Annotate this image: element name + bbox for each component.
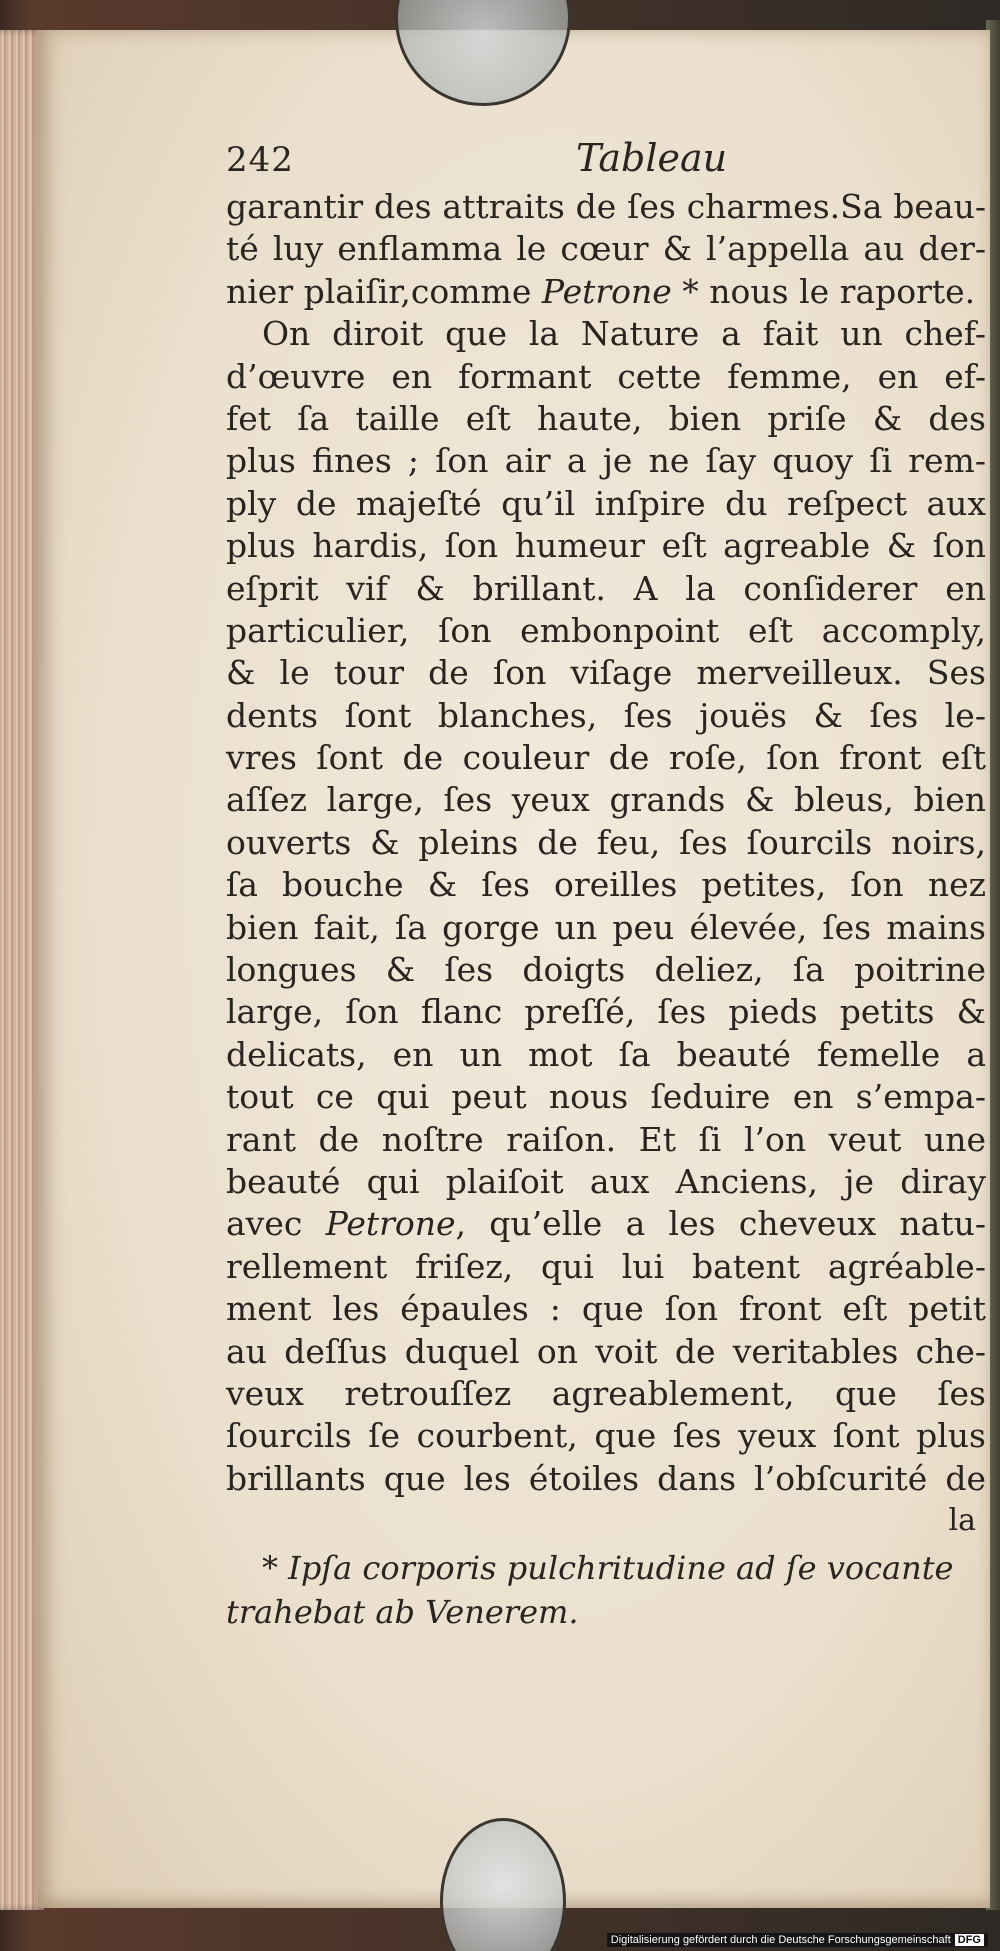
text-line: rant de noſtre raiſon. Et ſi l’on veut une <box>226 1119 986 1159</box>
text-line: delicats, en un mot ſa beauté femelle a <box>226 1034 986 1074</box>
text-line: vres ſont de couleur de roſe, ſon front eſt <box>226 738 986 778</box>
text-line: té luy enflamma le cœur & l’appella au der- <box>226 229 986 269</box>
footnote <box>226 1546 986 1634</box>
text-line: particulier, ſon embonpoint eſt accomply, <box>226 610 986 650</box>
footnote-line-1: * Ipſa corporis pulchritudine ad ſe vocante <box>262 1549 954 1588</box>
catchword: la <box>948 1503 976 1539</box>
footnote-line-2: trahebat ab Venerem. <box>226 1593 579 1632</box>
running-title: Tableau <box>576 136 728 180</box>
text-line: longues & ſes doigts deliez, ſa poitrine <box>226 950 986 990</box>
text-line: ſourcils ſe courbent, que ſes yeux ſont plus <box>226 1416 986 1456</box>
text-line: bien fait, ſa gorge un peu élevée, ſes mains <box>226 907 986 947</box>
text-line: ment les épaules : que ſon front eſt petit <box>226 1289 986 1329</box>
text-line: brillants que les étoiles dans l’obſcurité de <box>226 1458 986 1498</box>
text-line: dents ſont blanches, ſes jouës & ſes le- <box>226 695 986 735</box>
text-line: ply de majeſté qu’il inſpire du reſpect aux <box>226 483 986 523</box>
dfg-logo: DFG <box>955 1934 984 1946</box>
text-line: garantir des attraits de ſes charmes.Sa beau- <box>226 187 986 226</box>
text-line: plus hardis, ſon humeur eſt agreable & ſon <box>226 526 986 566</box>
text-line: rellement friſez, qui lui batent agréable- <box>226 1246 986 1286</box>
text-line: avec Petrone, qu’elle a les cheveux natu- <box>226 1204 987 1244</box>
text-line: large, ſon flanc preſſé, ſes pieds petits & <box>226 992 986 1032</box>
text-line: ouverts & pleins de feu, ſes ſourcils noirs, <box>226 822 986 862</box>
text-line: ſa bouche & ſes oreilles petites, ſon nez <box>226 865 986 905</box>
body-text <box>226 186 986 1500</box>
text-line: nier plaiſir,comme Petrone * nous le raporte. <box>226 271 976 311</box>
text-line: beauté qui plaiſoit aux Anciens, je diray <box>226 1161 986 1201</box>
digitization-credit <box>607 1933 988 1947</box>
credit-text: Digitalisierung gefördert durch die Deutsche Forschungsgemeinschaft <box>610 1934 951 1946</box>
text-line: aſſez large, ſes yeux grands & bleus, bien <box>226 780 986 820</box>
text-line: eſprit vif & brillant. A la conſiderer en <box>226 568 986 608</box>
text-line: plus fines ; ſon air a je ne ſay quoy ſi rem- <box>226 441 986 481</box>
text-line: au deſſus duquel on voit de veritables che- <box>226 1331 986 1371</box>
text-line: & le tour de ſon viſage merveilleux. Ses <box>226 653 986 693</box>
text-line: d’œuvre en formant cette femme, en ef- <box>226 356 986 396</box>
page-header <box>226 136 986 186</box>
text-line: veux retrouſſez agreablement, que ſes <box>226 1373 986 1413</box>
text-line: On diroit que la Nature a fait un chef- <box>262 314 986 354</box>
text-line: tout ce qui peut nous ſeduire en s’empa- <box>226 1077 986 1117</box>
text-line: fet ſa taille eſt haute, bien priſe & des <box>226 398 986 438</box>
page-text <box>226 136 987 1634</box>
page-number: 242 <box>226 140 294 180</box>
